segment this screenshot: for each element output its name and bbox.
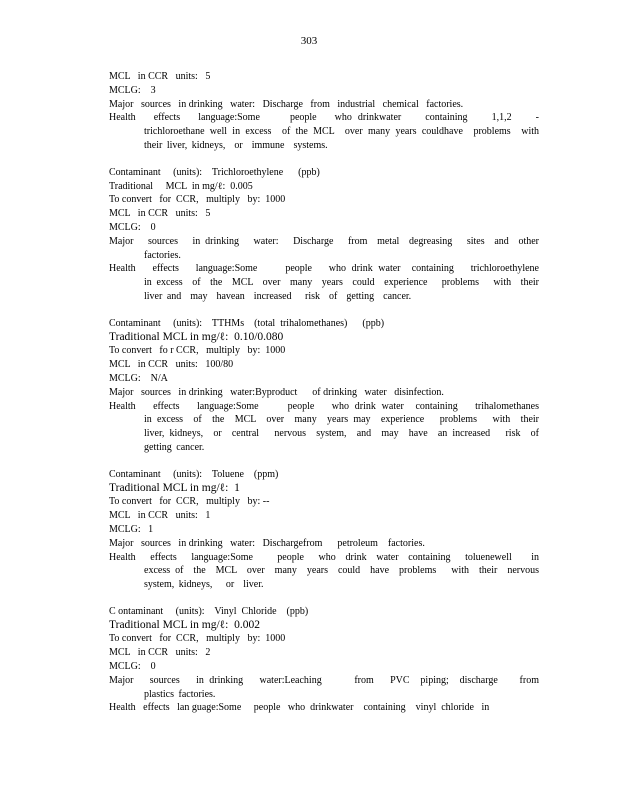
text-line: Health effects lan guage:Some people who drinkwater containing vinyl chloride in <box>109 702 490 714</box>
contaminant-block <box>109 468 553 592</box>
text-line: MCL in CCR units: 5 <box>109 71 211 82</box>
text-line: To convert for CCR, multiply by: 1000 <box>109 633 286 645</box>
text-line: MCL in CCR units: 2 <box>109 647 211 659</box>
text-line: MCLG: 1 <box>109 523 154 535</box>
text-line: MCLG: 3 <box>109 84 156 96</box>
text-line: MCL in CCR units: 5 <box>109 208 211 220</box>
text-line: MCLG: N/A <box>109 372 168 384</box>
text-line: To convert fo r CCR, multiply by: 1000 <box>109 345 286 357</box>
text-line: To convert for CCR, multiply by: -- <box>109 496 270 508</box>
contaminant-block <box>109 605 548 715</box>
page-body <box>109 70 562 728</box>
text-line: Contaminant (units): TTHMs (total trihalomethanes) (ppb) <box>109 317 385 329</box>
text-line: Contaminant (units): Toluene (ppm) <box>109 468 279 480</box>
text-line: Traditional MCL in mg/ℓ: 1 <box>109 481 240 494</box>
text-line: Traditional MCL in mg/ℓ: 0.002 <box>109 618 260 631</box>
page-number: 303 <box>300 35 318 47</box>
paragraph-text: Major sources in drinking water: Discharge from metal degreasing sites and other factories. <box>109 235 544 261</box>
text-line: MCLG: 0 <box>109 221 156 233</box>
text-line: Major sources in drinking water:Byproduct of drinking water disinfection. <box>109 386 444 398</box>
paragraph-text: Health effects language:Some people who drinkwater containing 1,1,2 -trichloroethane well in excess of the MCL over many years couldhave problems with their liver, kidneys, or immune systems. <box>109 112 544 151</box>
paragraph-text: Health effects language:Some people who drink water containing trihalomethanes in excess of the MCL over many years may experience problems with their liver, kidneys, or central nervous system, and may have an increased risk of getting cancer. <box>109 400 562 453</box>
text-line: Major sources in drinking water: Discharge from industrial chemical factories. <box>109 98 464 110</box>
contaminant-block <box>109 166 557 304</box>
text-line: MCLG: 0 <box>109 661 156 673</box>
paragraph-text: Health effects language:Some people who drink water containing toluenewell in excess of the MCL over many years could have problems with their nervous system, kidneys, or liver. <box>109 551 553 591</box>
text-line: Traditional MCL in mg/ℓ: 0.10/0.080 <box>109 330 284 343</box>
text-line: Major sources in drinking water: Dischargefrom petroleum factories. <box>109 537 425 549</box>
contaminant-block <box>109 70 544 153</box>
text-line: Traditional MCL in mg/ℓ: 0.005 <box>109 180 253 192</box>
text-line: C ontaminant (units): Vinyl Chloride (ppb) <box>109 605 309 617</box>
paragraph-text: Health effects language:Some people who drink water containing trichloroethylene in excess of the MCL over many years could experience problems with their liver and may havean increased risk of getting cancer. <box>109 263 557 302</box>
text-line: MCL in CCR units: 1 <box>109 510 211 522</box>
text-line: Contaminant (units): Trichloroethylene (ppb) <box>109 166 320 178</box>
text-line: MCL in CCR units: 100/80 <box>109 359 234 371</box>
text-line: To convert for CCR, multiply by: 1000 <box>109 194 286 206</box>
paragraph-text: Major sources in drinking water:Leaching from PVC piping; discharge from plastics factories. <box>109 674 548 700</box>
contaminant-block <box>109 317 562 455</box>
